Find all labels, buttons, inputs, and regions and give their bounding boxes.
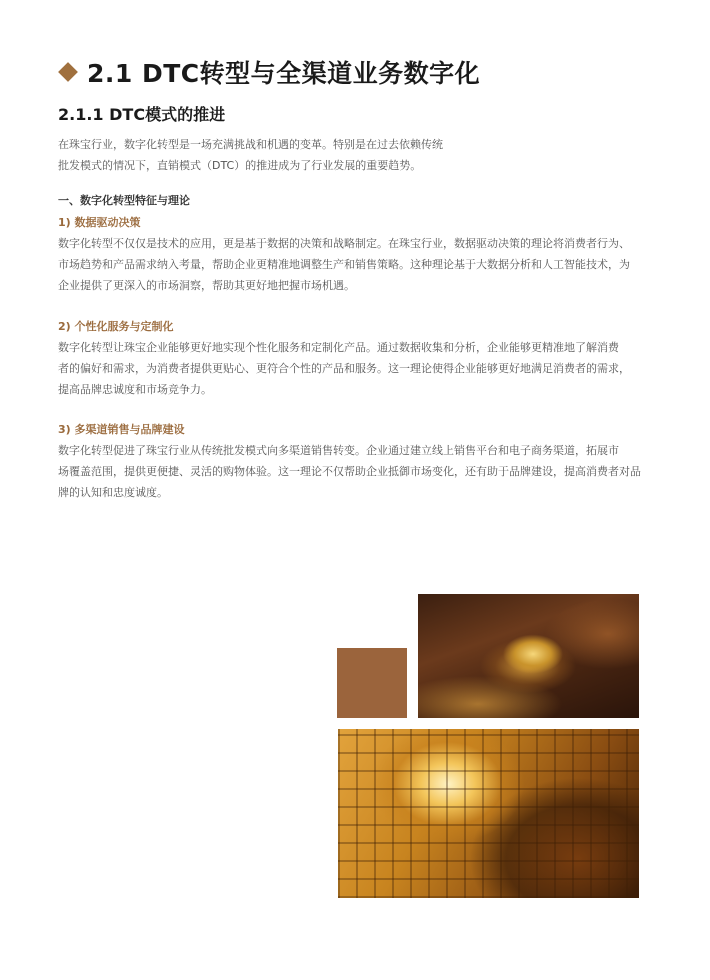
topic-paragraph — [58, 233, 658, 296]
topic-block-data-driven — [58, 212, 658, 296]
brown-color-swatch — [337, 648, 407, 718]
page-title: 2.1 DTC转型与全渠道业务数字化 — [87, 59, 481, 88]
topic-subtitle: 3) 多渠道销售与品牌建设 — [58, 423, 185, 436]
gold-mosaic-photo — [338, 729, 639, 898]
intro-line: 在珠宝行业，数字化转型是一场充满挑战和机遇的变革。特别是在过去依赖传统 — [58, 138, 443, 151]
topic-block-personalization — [58, 316, 658, 400]
topic-block-multichannel — [58, 419, 658, 503]
paragraph-line: 企业提供了更深入的市场洞察，帮助其更好地把握市场机遇。 — [58, 279, 355, 292]
intro-paragraph — [58, 134, 478, 176]
paragraph-line: 提高品牌忠诚度和市场竞争力。 — [58, 383, 212, 396]
topic-subtitle: 2) 个性化服务与定制化 — [58, 320, 174, 333]
topic-subtitle: 1) 数据驱动决策 — [58, 216, 141, 229]
paragraph-line: 市场趋势和产品需求纳入考量，帮助企业更精准地调整生产和销售策略。这种理论基于大数据分析和人工智能技术，为 — [58, 258, 630, 271]
subsection-title: 2.1.1 DTC模式的推进 — [58, 105, 226, 124]
topic-paragraph — [58, 440, 658, 503]
paragraph-line: 牌的认知和忠度诚度。 — [58, 486, 168, 499]
section-heading — [58, 54, 480, 90]
intro-line: 批发模式的情况下，直销模式（DTC）的推进成为了行业发展的重要趋势。 — [58, 159, 422, 172]
paragraph-line: 场覆盖范围，提供更便捷、灵活的购物体验。这一理论不仅帮助企业抵御市场变化，还有助于品牌建设，提高消费者对品 — [58, 465, 641, 478]
paragraph-line: 数字化转型促进了珠宝行业从传统批发模式向多渠道销售转变。企业通过建立线上销售平台和电子商务渠道，拓展市 — [58, 444, 619, 457]
topic-heading: 一、数字化转型特征与理论 — [58, 194, 190, 207]
paragraph-line: 数字化转型让珠宝企业能够更好地实现个性化服务和定制化产品。通过数据收集和分析，企业能够更精准地了解消费 — [58, 341, 619, 354]
paragraph-line: 数字化转型不仅仅是技术的应用，更是基于数据的决策和战略制定。在珠宝行业，数据驱动决策的理论将消费者行为、 — [58, 237, 630, 250]
paragraph-line: 者的偏好和需求，为消费者提供更贴心、更符合个性的产品和服务。这一理论使得企业能够更好地满足消费者的需求， — [58, 362, 630, 375]
diamond-bullet-icon — [58, 62, 78, 82]
topic-paragraph — [58, 337, 658, 400]
gold-jewelry-photo — [418, 594, 639, 718]
